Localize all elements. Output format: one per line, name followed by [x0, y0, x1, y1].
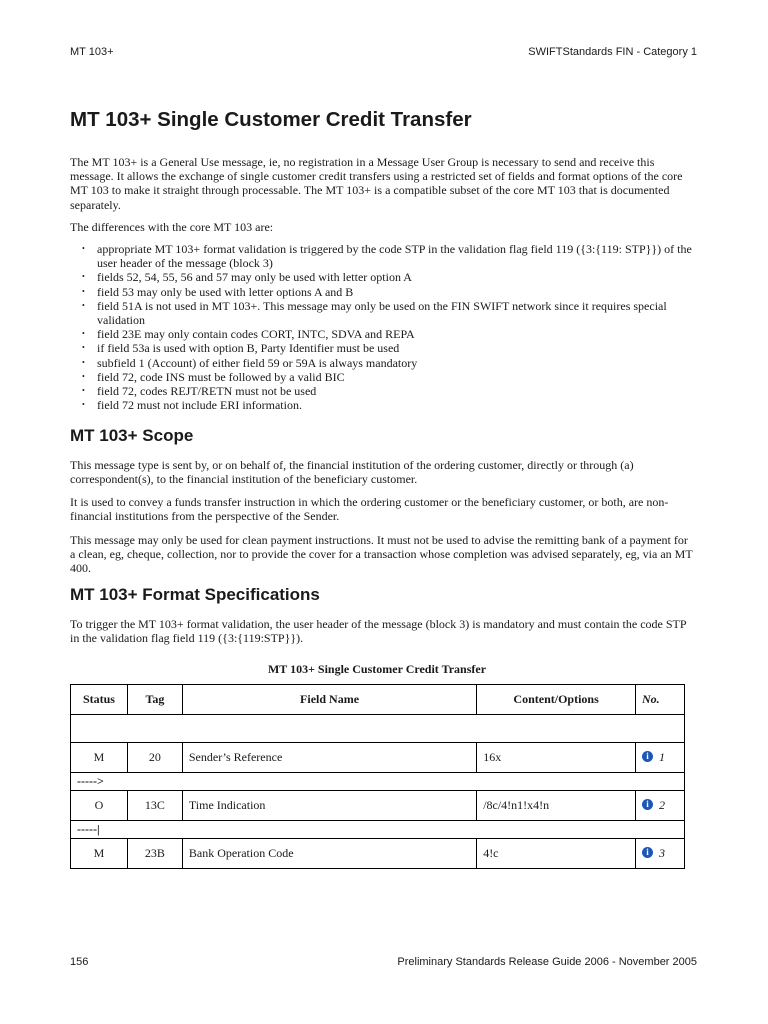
- list-item: • field 51A is not used in MT 103+. This message may only be used on the FIN SWIFT network since it requires special validation: [70, 299, 700, 327]
- table-row-blank: [71, 715, 685, 743]
- info-icon[interactable]: i: [642, 847, 653, 858]
- scope-paragraph-3: This message may only be used for clean payment instructions. It must not be used to advise the remitting bank of a payment for a clean, eg, cheque, collection, nor to provide the cover for a transaction whose completion was advised separately, eg, via an MT 400.: [70, 533, 693, 576]
- list-item: • fields 52, 54, 55, 56 and 57 may only be used with letter option A: [70, 270, 700, 284]
- cell-no: [636, 839, 685, 869]
- cell-status: M: [71, 743, 128, 773]
- field-table: [70, 684, 685, 869]
- cell-status: M: [71, 839, 128, 869]
- loop-end-row: -----|: [71, 821, 685, 839]
- differences-intro: The differences with the core MT 103 are:: [70, 220, 274, 234]
- list-item: • field 72, codes REJT/RETN must not be used: [70, 384, 700, 398]
- cell-tag: 23B: [127, 839, 182, 869]
- table-row: [71, 839, 685, 869]
- col-header-status: Status: [71, 685, 128, 715]
- loop-start-row: ----->: [71, 773, 685, 791]
- col-header-content: Content/Options: [477, 685, 636, 715]
- cell-field-name: Bank Operation Code: [182, 839, 476, 869]
- running-footer: Preliminary Standards Release Guide 2006 - November 2005: [397, 956, 697, 968]
- scope-paragraph-2: It is used to convey a funds transfer instruction in which the ordering customer or the beneficiary customer, or both, are non-financial institutions from the perspective of the Sender.: [70, 495, 669, 524]
- col-header-field-name: Field Name: [182, 685, 476, 715]
- running-header-left: MT 103+: [70, 46, 114, 58]
- cell-field-name: Sender’s Reference: [182, 743, 476, 773]
- format-paragraph: To trigger the MT 103+ format validation, the user header of the message (block 3) is mandatory and must contain the code STP in the validation flag field 119 ({3:{119:STP}}).: [70, 617, 687, 646]
- cell-content: /8c/4!n1!x4!n: [477, 791, 636, 821]
- cell-content: 4!c: [477, 839, 636, 869]
- list-item: • subfield 1 (Account) of either field 59 or 59A is always mandatory: [70, 356, 700, 370]
- field-number-link[interactable]: 1: [659, 750, 665, 764]
- table-caption: MT 103+ Single Customer Credit Transfer: [267, 662, 487, 676]
- table-row: [71, 791, 685, 821]
- list-item: • field 72, code INS must be followed by a valid BIC: [70, 370, 700, 384]
- differences-list: [70, 242, 700, 412]
- info-icon[interactable]: i: [642, 751, 653, 762]
- page-title: MT 103+ Single Customer Credit Transfer: [70, 108, 472, 131]
- info-icon[interactable]: i: [642, 799, 653, 810]
- cell-content: 16x: [477, 743, 636, 773]
- list-item: • field 53 may only be used with letter options A and B: [70, 285, 700, 299]
- table-row: [71, 743, 685, 773]
- col-header-tag: Tag: [127, 685, 182, 715]
- scope-heading: MT 103+ Scope: [70, 426, 194, 445]
- format-heading: MT 103+ Format Specifications: [70, 585, 320, 604]
- list-item: • appropriate MT 103+ format validation is triggered by the code STP in the validation flag field 119 ({3:{119: STP}}) of the user header of the message (block 3): [70, 242, 700, 270]
- list-item: • if field 53a is used with option B, Party Identifier must be used: [70, 341, 700, 355]
- running-header-right: SWIFTStandards FIN - Category 1: [528, 46, 697, 58]
- intro-paragraph: The MT 103+ is a General Use message, ie, no registration in a Message User Group is necessary to send and receive this message. It allows the exchange of single customer credit transfers using a restricted set of fields and format options of the core MT 103 to make it straight through processable. The MT 103+ is a compatible subset of the core MT 103 that is documented separately.: [70, 155, 683, 212]
- field-number-link[interactable]: 3: [659, 846, 665, 860]
- cell-tag: 13C: [127, 791, 182, 821]
- cell-no: [636, 743, 685, 773]
- cell-tag: 20: [127, 743, 182, 773]
- cell-field-name: Time Indication: [182, 791, 476, 821]
- field-number-link[interactable]: 2: [659, 798, 665, 812]
- page-number: 156: [70, 956, 89, 968]
- list-item: • field 23E may only contain codes CORT, INTC, SDVA and REPA: [70, 327, 700, 341]
- cell-status: O: [71, 791, 128, 821]
- cell-no: [636, 791, 685, 821]
- col-header-no: No.: [636, 685, 685, 715]
- scope-paragraph-1: This message type is sent by, or on behalf of, the financial institution of the ordering customer, directly or through (a) correspondent(s), to the financial institution of the beneficiary customer.: [70, 458, 634, 487]
- list-item: • field 72 must not include ERI information.: [70, 398, 700, 412]
- table-header-row: [71, 685, 685, 715]
